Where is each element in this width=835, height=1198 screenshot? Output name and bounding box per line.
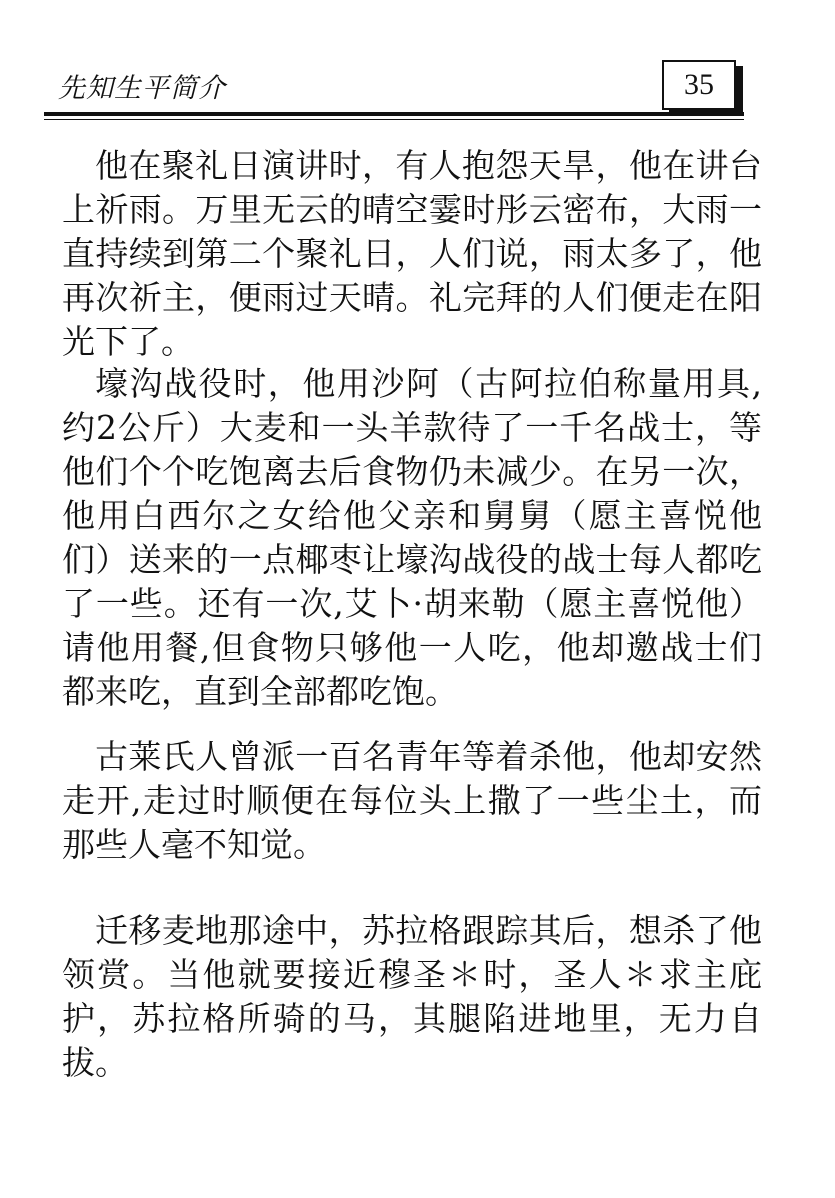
header-rule-thin — [44, 119, 744, 120]
page-number: 35 — [662, 60, 736, 110]
paragraph-rain-prayer: 他在聚礼日演讲时，有人抱怨天旱，他在讲台上祈雨。万里无云的晴空霎时彤云密布，大雨一直持续到第二个聚礼日，人们说，雨太多了，他再次祈主，便雨过天晴。礼完拜的人们便走在阳光下了。 — [62, 146, 762, 361]
paragraph-trench-battle: 壕沟战役时，他用沙阿（古阿拉伯称量用具,约2公斤）大麦和一头羊款待了一千名战士，等他们个个吃饱离去后食物仍未减少。在另一次，他用白西尔之女给他父亲和舅舅（愿主喜悦他们）送来的一点椰枣让壕沟战役的战士每人都吃了一些。还有一次,艾卜·胡来勒（愿主喜悦他）请他用餐,但食物只够他一人吃，他却邀战士们都来吃，直到全部都吃饱。 — [62, 364, 762, 711]
paragraph-migration-suraqa: 迁移麦地那途中，苏拉格跟踪其后，想杀了他领赏。当他就要接近穆圣＊时，圣人＊求主庇护，苏拉格所骑的马，其腿陷进地里，无力自拔。 — [62, 911, 762, 1082]
running-title: 先知生平简介 — [58, 73, 226, 104]
paragraph-quraysh-youths: 古莱氏人曾派一百名青年等着杀他，他却安然走开,走过时顺便在每位头上撒了一些尘土，而那些人毫不知觉。 — [62, 737, 762, 864]
header-rule-thick — [44, 112, 744, 116]
